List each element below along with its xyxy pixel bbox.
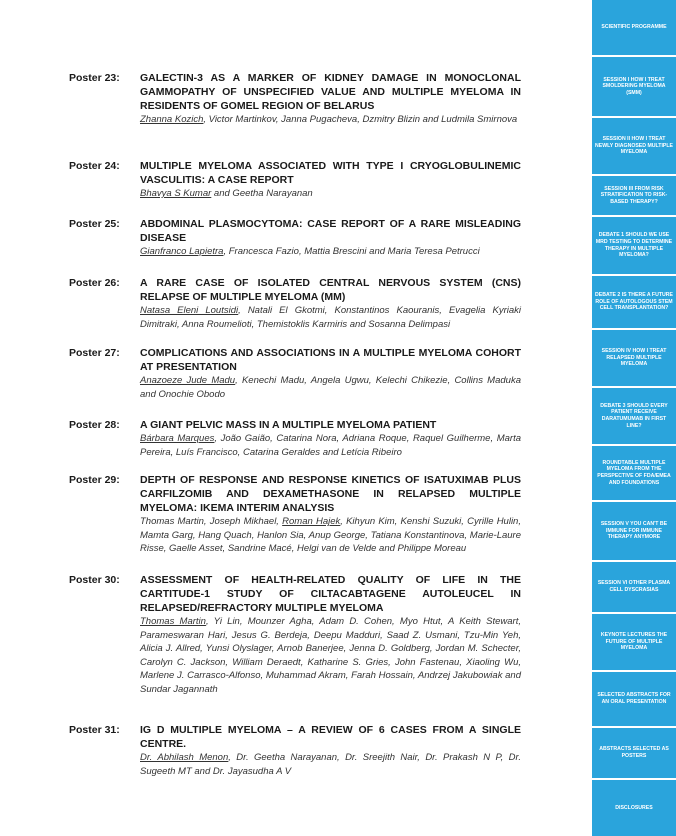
nav-label: SESSION I HOW I TREAT SMOLDERING MYELOMA (SMM) xyxy=(602,76,666,96)
nav-disclosures[interactable] xyxy=(592,780,676,836)
nav-keynote-lectures[interactable] xyxy=(592,614,676,670)
poster-title: COMPLICATIONS AND ASSOCIATIONS IN A MULTIPLE MYELOMA COHORT AT PRESENTATION xyxy=(140,347,521,373)
nav-debate-2[interactable] xyxy=(592,276,676,328)
nav-scientific-programme[interactable] xyxy=(592,0,676,55)
nav-selected-abstracts-oral[interactable] xyxy=(592,672,676,726)
nav-roundtable[interactable] xyxy=(592,446,676,500)
nav-label: SELECTED ABSTRACTS FOR AN ORAL PRESENTATION xyxy=(597,692,671,705)
nav-label: ABSTRACTS SELECTED AS POSTERS xyxy=(599,746,669,759)
poster-authors xyxy=(140,432,521,459)
nav-label: DEBATE 3 SHOULD EVERY PATIENT RECEIVE DARATUMUMAB IN FIRST LINE? xyxy=(600,402,668,429)
nav-label: KEYNOTE LECTURES THE FUTURE OF MULTIPLE MYELOMA xyxy=(600,632,668,652)
co-authors: and Geetha Narayanan xyxy=(211,188,313,199)
nav-session-2[interactable] xyxy=(592,118,676,174)
co-authors: , Victor Martinkov, Janna Pugacheva, Dzmitry Blizin and Ludmila Smirnova xyxy=(203,114,518,125)
nav-label: DISCLOSURES xyxy=(615,804,653,811)
poster-title: IG D MULTIPLE MYELOMA – A REVIEW OF 6 CASES FROM A SINGLE CENTRE. xyxy=(140,724,521,750)
nav-label: SESSION IV HOW I TREAT RELAPSED MULTIPLE MYELOMA xyxy=(601,348,667,368)
poster-label: Poster 30: xyxy=(69,574,120,586)
nav-session-3[interactable] xyxy=(592,176,676,215)
poster-authors xyxy=(140,374,521,401)
nav-session-4[interactable] xyxy=(592,330,676,386)
poster-title: A RARE CASE OF ISOLATED CENTRAL NERVOUS SYSTEM (CNS) RELAPSE OF MULTIPLE MYELOMA (MM) xyxy=(140,277,521,303)
poster-authors xyxy=(140,751,521,778)
poster-authors xyxy=(140,615,521,696)
poster-title: MULTIPLE MYELOMA ASSOCIATED WITH TYPE I CRYOGLOBULINEMIC VASCULITIS: A CASE REPORT xyxy=(140,160,521,186)
nav-label: DEBATE 2 IS THERE A FUTURE ROLE OF AUTOLOGOUS STEM CELL TRANSPLANTATION? xyxy=(595,292,673,312)
poster-title: ABDOMINAL PLASMOCYTOMA: CASE REPORT OF A RARE MISLEADING DISEASE xyxy=(140,218,521,244)
poster-title: A GIANT PELVIC MASS IN A MULTIPLE MYELOMA PATIENT xyxy=(140,419,437,431)
nav-label: SESSION VI OTHER PLASMA CELL DYSCRASIAS xyxy=(597,580,671,593)
nav-label: SCIENTIFIC PROGRAMME xyxy=(601,24,667,31)
co-authors: , Francesca Fazio, Mattia Brescini and Maria Teresa Petrucci xyxy=(223,246,480,257)
presenting-author: Bárbara Marques xyxy=(140,433,215,444)
co-authors: , Kenechi Madu, Angela Ugwu, Kelechi Chikezie, Collins Maduka and Onochie Obodo xyxy=(140,375,521,400)
presenting-author: Anazoeze Jude Madu xyxy=(140,375,236,386)
presenting-author: Roman Hajek xyxy=(282,516,341,527)
poster-authors xyxy=(140,515,521,556)
presenting-author: Dr. Abhilash Menon xyxy=(140,752,229,763)
nav-session-6[interactable] xyxy=(592,562,676,612)
co-authors: , Yi Lin, Mounzer Agha, Adam D. Cohen, Myo Htut, A Keith Stewart, Parameswaran Hari, Jesus G. Berdeja, Deepu Madduri, Saad Z. Usmani, Tzu-Min Yeh, Alicia J. Allred, Yunsi Olyslager, Arnob Banerjee, Jenna D. Goldberg, Jordan M. Schecter, Carolyn C. Jackson, William Deraedt, Katharine S. Gries, John Fastenau, Xiaoling Wu, Marlene J. Carrasco-Alfonso, Muhammad Akram, Farah Hossain, Andrzej Jakubowiak and Sundar Jagannath xyxy=(140,616,521,695)
poster-title: GALECTIN-3 AS A MARKER OF KIDNEY DAMAGE IN MONOCLONAL GAMMOPATHY OF UNSPECIFIED VALUE AND MULTIPLE MYELOMA IN RESIDENTS OF GOMEL REGION OF BELARUS xyxy=(140,72,521,112)
poster-label: Poster 28: xyxy=(69,419,120,431)
sidebar-navigation xyxy=(592,0,676,836)
co-authors: , João Gaião, Catarina Nora, Adriana Roque, Raquel Guilherme, Marta Pereira, Luís Francisco, Catarina Geraldes and Letícia Ribeiro xyxy=(140,433,521,458)
nav-label: SESSION II HOW I TREAT NEWLY DIAGNOSED MULTIPLE MYELOMA xyxy=(595,136,674,156)
presenting-author: Bhavya S Kumar xyxy=(140,188,212,199)
poster-title: ASSESSMENT OF HEALTH-RELATED QUALITY OF LIFE IN THE CARTITUDE-1 STUDY OF CILTACABTAGENE AUTOLEUCEL IN RELAPSED/REFRACTORY MULTIPLE MYELOMA xyxy=(140,574,521,614)
poster-authors xyxy=(140,187,521,201)
nav-debate-1[interactable] xyxy=(592,217,676,274)
poster-label: Poster 29: xyxy=(69,474,120,486)
poster-label: Poster 31: xyxy=(69,724,120,736)
nav-abstracts-posters[interactable] xyxy=(592,728,676,778)
poster-label: Poster 27: xyxy=(69,347,120,359)
poster-label: Poster 24: xyxy=(69,160,120,172)
poster-label: Poster 25: xyxy=(69,218,120,230)
leading-authors: Thomas Martin, Joseph Mikhael, xyxy=(140,516,283,527)
nav-label: DEBATE 1 SHOULD WE USE MRD TESTING TO DETERMINE THERAPY IN MULTIPLE MYELOMA? xyxy=(595,232,673,259)
poster-authors xyxy=(140,245,521,259)
presenting-author: Zhanna Kozich xyxy=(140,114,204,125)
poster-title: DEPTH OF RESPONSE AND RESPONSE KINETICS OF ISATUXIMAB PLUS CARFILZOMIB AND DEXAMETHASONE IN RELAPSED MULTIPLE MYELOMA: IKEMA INTERIM ANALYSIS xyxy=(140,474,521,514)
presenting-author: Natasa Eleni Loutsidi xyxy=(140,305,239,316)
co-authors: , Kihyun Kim, Kenshi Suzuki, Cyrille Hulin, Mamta Garg, Hang Quach, Hanlon Sia, Anup George, Tatiana Konstantinova, Marie-Laure Risse, Gaelle Asset, Sandrine Macé, Helgi van de Velde and Philippe Moreau xyxy=(140,516,521,554)
nav-session-5[interactable] xyxy=(592,502,676,560)
nav-session-1[interactable] xyxy=(592,57,676,116)
co-authors: , Natali El Gkotmi, Konstantinos Kaouranis, Evagelia Kyriaki Dimitraki, Anna Roumelioti, Themistoklis Karmiris and Sosanna Delimpasi xyxy=(140,305,521,330)
poster-label: Poster 26: xyxy=(69,277,120,289)
nav-label: SESSION V YOU CAN'T BE IMMUNE FOR IMMUNE THERAPY ANYMORE xyxy=(600,521,668,541)
poster-authors xyxy=(140,304,521,331)
poster-label: Poster 23: xyxy=(69,72,120,84)
nav-label: SESSION III FROM RISK STRATIFICATION TO RISK-BASED THERAPY? xyxy=(600,185,668,205)
nav-debate-3[interactable] xyxy=(592,388,676,444)
poster-authors xyxy=(140,113,521,127)
nav-label: ROUNDTABLE MULTIPLE MYELOMA FROM THE PERSPECTIVE OF FDA/EMEA AND FOUNDATIONS xyxy=(597,459,671,486)
co-authors: , Dr. Geetha Narayanan, Dr. Sreejith Nair, Dr. Prakash N P, Dr. Sugeeth MT and Dr. Jayasudha A V xyxy=(140,752,521,777)
presenting-author: Thomas Martin xyxy=(140,616,206,627)
presenting-author: Gianfranco Lapietra xyxy=(140,246,224,257)
